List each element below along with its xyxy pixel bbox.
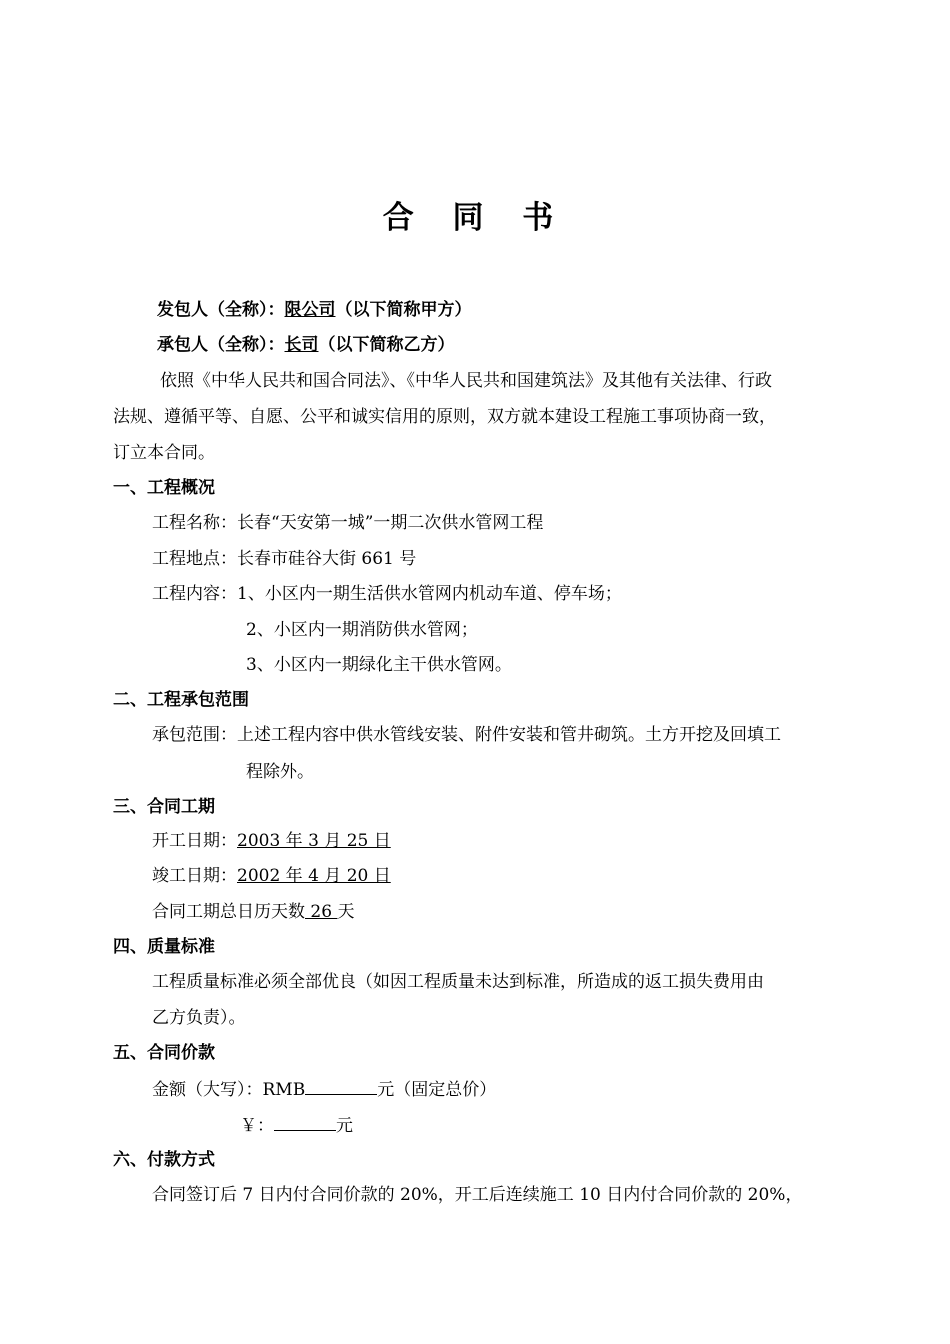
start-date-line (152, 829, 391, 853)
preamble-line-1: 依照《中华人民共和国合同法》、《中华人民共和国建筑法》及其他有关法律、行政 (160, 371, 772, 391)
end-date-value: 2002 年 4 月 20 日 (237, 866, 391, 886)
project-location: 工程地点：长春市硅谷大街 661 号 (152, 549, 417, 569)
project-content-item: 1、小区内一期生活供水管网内机动车道、停车场； (237, 584, 622, 604)
section-heading-3: 三、合同工期 (113, 797, 215, 817)
scope-label: 承包范围： (152, 725, 237, 745)
payment-line-1: 合同签订后 7 日内付合同价款的 20%，开工后连续施工 10 日内付合同价款的 20%， (152, 1185, 803, 1205)
contractor-label: 承包人（全称）： (157, 335, 285, 355)
employer-suffix: （以下简称甲方） (335, 300, 472, 320)
section-heading-2: 二、工程承包范围 (113, 690, 249, 710)
end-date-label: 竣工日期： (152, 866, 237, 886)
total-days-line (152, 900, 354, 924)
scope-text: 上述工程内容中供水管线安装、附件安装和管井砌筑。土方开挖及回填工 (237, 725, 781, 745)
amount-yen-blank (274, 1112, 336, 1131)
project-content-item: 3、小区内一期绿化主干供水管网。 (246, 655, 512, 675)
start-date-value: 2003 年 3 月 25 日 (237, 831, 391, 851)
total-days-label: 合同工期总日历天数 (152, 902, 305, 922)
preamble-line-3: 订立本合同。 (113, 443, 215, 463)
document-title: 合 同 书 (382, 200, 568, 236)
scope-line-1 (152, 723, 781, 747)
section-heading-5: 五、合同价款 (113, 1043, 215, 1063)
total-days-unit: 天 (337, 902, 355, 922)
employer-name: 限公司 (284, 300, 336, 320)
contractor-suffix: （以下简称乙方） (318, 335, 455, 355)
contractor-name: 长司 (284, 335, 319, 355)
end-date-line (152, 864, 391, 888)
amount-yen-unit: 元 (336, 1116, 353, 1136)
employer-label: 发包人（全称）： (157, 300, 285, 320)
start-date-label: 开工日期： (152, 831, 237, 851)
amount-words-line (152, 1076, 496, 1102)
scope-line-2: 程除外。 (246, 762, 314, 782)
project-content-label: 工程内容： (152, 584, 237, 604)
quality-line-1: 工程质量标准必须全部优良（如因工程质量未达到标准，所造成的返工损失费用由 (152, 972, 764, 992)
amount-yen-line (240, 1112, 353, 1138)
total-days-value: 26 (305, 902, 338, 922)
section-heading-1: 一、工程概况 (113, 478, 215, 498)
quality-line-2: 乙方负责）。 (152, 1008, 246, 1028)
project-content-line (152, 582, 622, 606)
section-heading-4: 四、质量标准 (113, 937, 215, 957)
amount-words-label: 金额（大写）：RMB (152, 1080, 306, 1100)
project-name: 工程名称：长春“天安第一城”一期二次供水管网工程 (152, 513, 544, 533)
amount-words-blank (305, 1076, 377, 1095)
section-heading-6: 六、付款方式 (113, 1150, 215, 1170)
amount-words-unit: 元（固定总价） (377, 1080, 497, 1100)
employer-line (157, 298, 472, 322)
project-content-item: 2、小区内一期消防供水管网； (246, 620, 478, 640)
preamble-line-2: 法规、遵循平等、自愿、公平和诚实信用的原则，双方就本建设工程施工事项协商一致， (113, 407, 776, 427)
contractor-line (157, 333, 455, 357)
amount-yen-label: ￥： (240, 1116, 274, 1136)
